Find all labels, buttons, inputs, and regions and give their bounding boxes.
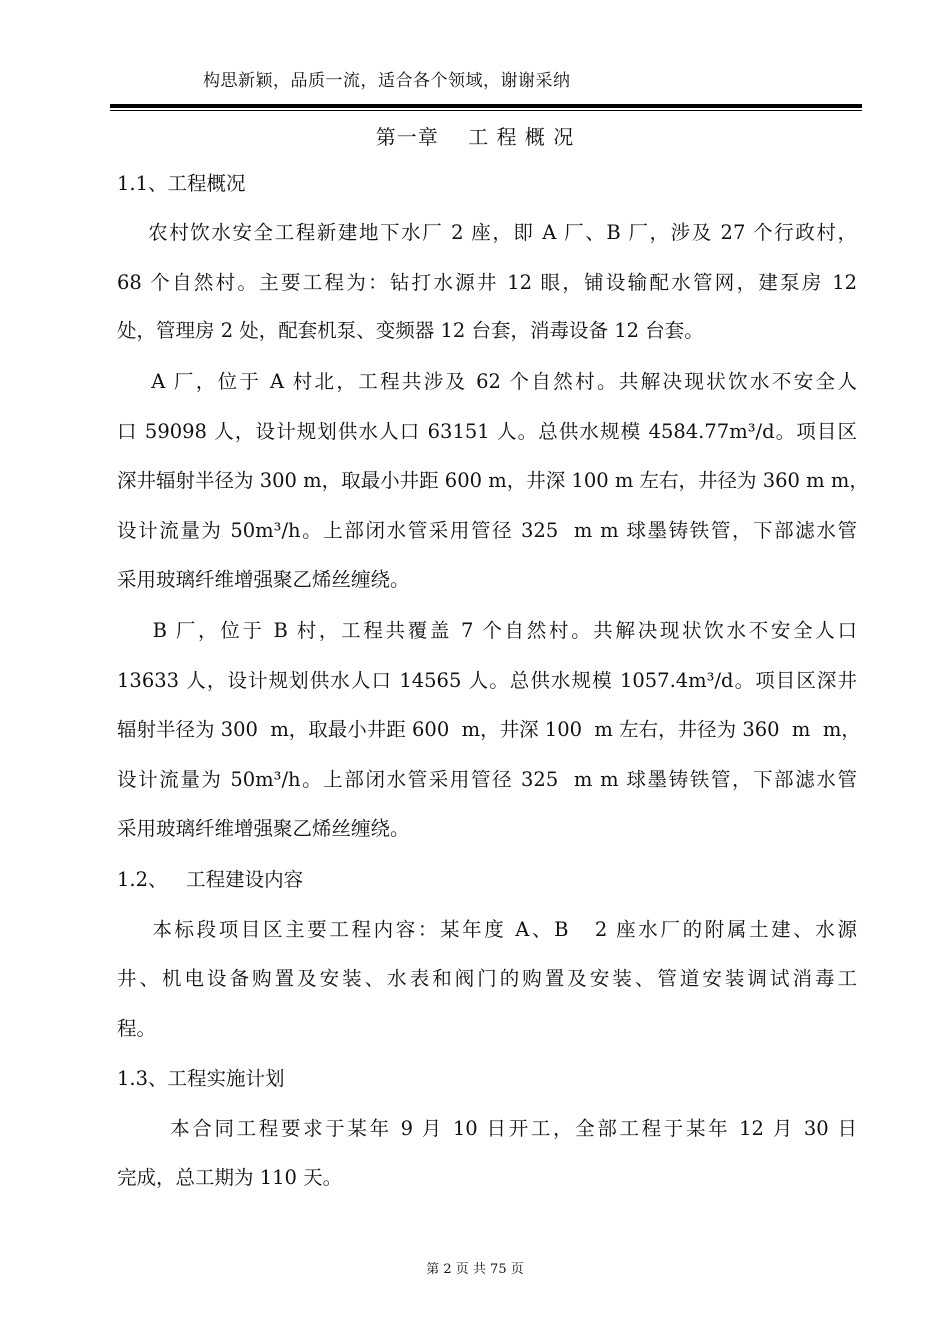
paragraph-line: 13633 人，设计规划供水人口 14565 人。总供水规模 1057.4m³/d。项目区深井 xyxy=(117,669,857,692)
paragraph-line: 68 个自然村。主要工程为：钻打水源井 12 眼，铺设输配水管网，建泵房 12 xyxy=(117,271,857,294)
page-number: 第 2 页 共 75 页 xyxy=(426,1262,524,1277)
paragraph-line: 农村饮水安全工程新建地下水厂 2 座，即 A 厂、B 厂，涉及 27 个行政村， xyxy=(117,221,857,244)
section-heading-1-3: 1.3、工程实施计划 xyxy=(117,1067,285,1090)
header-divider-thin xyxy=(110,110,862,111)
paragraph-line: 本合同工程要求于某年 9 月 10 日开工，全部工程于某年 12 月 30 日 xyxy=(117,1117,857,1140)
paragraph-line: 本标段项目区主要工程内容：某年度 A、B 2 座水厂的附属土建、水源 xyxy=(117,918,857,941)
chapter-title: 第一章 工 程 概 况 xyxy=(375,125,575,149)
paragraph-line: 处，管理房 2 处，配套机泵、变频器 12 台套，消毒设备 12 台套。 xyxy=(117,319,704,342)
paragraph-line: 完成，总工期为 110 天。 xyxy=(117,1166,343,1189)
header-slogan: 构思新颖，品质一流，适合各个领域，谢谢采纳 xyxy=(203,71,571,91)
paragraph-line: 设计流量为 50m³/h。上部闭水管采用管径 325 m m 球墨铸铁管，下部滤水管 xyxy=(117,768,857,791)
section-heading-1-1: 1.1、工程概况 xyxy=(117,172,246,195)
paragraph-line: B 厂，位于 B 村，工程共覆盖 7 个自然村。共解决现状饮水不安全人口 xyxy=(117,619,857,642)
paragraph-line: 采用玻璃纤维增强聚乙烯丝缠绕。 xyxy=(117,817,410,840)
paragraph-line: 程。 xyxy=(117,1017,157,1040)
paragraph-line: 井、机电设备购置及安装、水表和阀门的购置及安装、管道安装调试消毒工 xyxy=(117,967,857,990)
paragraph-line: A 厂，位于 A 村北，工程共涉及 62 个自然村。共解决现状饮水不安全人 xyxy=(117,370,857,393)
paragraph-line: 采用玻璃纤维增强聚乙烯丝缠绕。 xyxy=(117,568,410,591)
section-heading-1-2: 1.2、 工程建设内容 xyxy=(117,868,304,891)
paragraph-line: 辐射半径为 300 m，取最小井距 600 m，井深 100 m 左右，井径为 360 m m， xyxy=(117,718,861,741)
header-divider-thick xyxy=(110,104,862,108)
paragraph-line: 深井辐射半径为 300 m，取最小井距 600 m，井深 100 m 左右，井径为 360 m m， xyxy=(117,469,869,492)
paragraph-line: 口 59098 人，设计规划供水人口 63151 人。总供水规模 4584.77m³/d。项目区 xyxy=(117,420,857,443)
paragraph-line: 设计流量为 50m³/h。上部闭水管采用管径 325 m m 球墨铸铁管，下部滤水管 xyxy=(117,519,857,542)
